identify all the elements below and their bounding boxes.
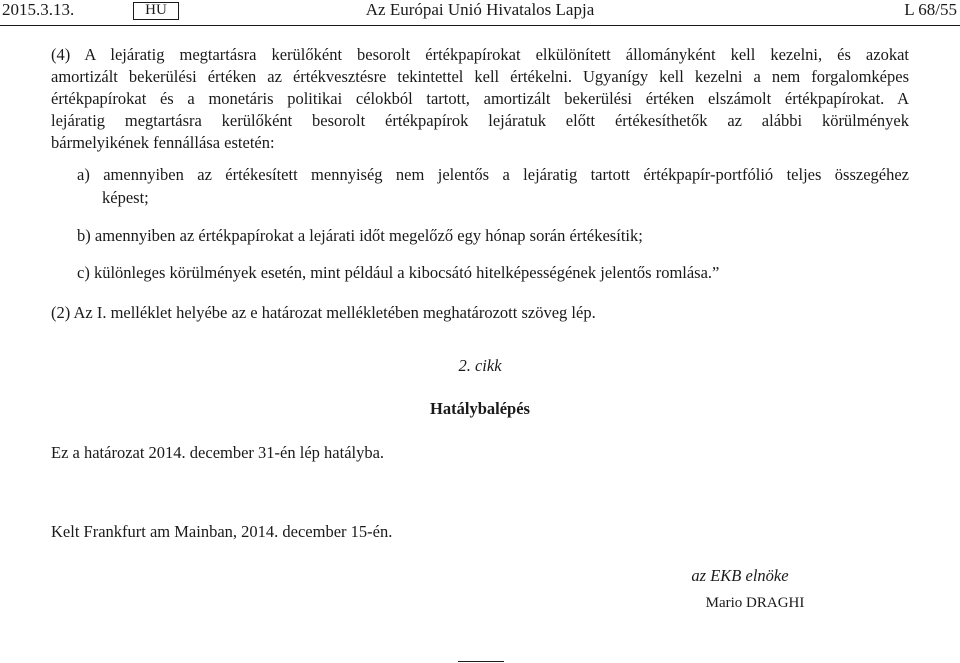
page-header xyxy=(0,0,960,22)
paragraph-4-line: (4) A lejáratig megtartásra kerülőként besorolt értékpapírokat elkülönített állományként kell kezelni, és azokat xyxy=(51,45,909,64)
item-a-line1: a) amennyiben az értékesített mennyiség nem jelentős a lejáratig tartott értékpapír-portfólió teljes összegéhez xyxy=(77,165,909,184)
header-date: 2015.3.13. xyxy=(2,0,75,19)
paragraph-4-line: amortizált bekerülési értéken az értékvesztésre tekintettel kell értékelni. Ugyanígy kell kezelni a nem forgalomképes xyxy=(51,67,909,86)
paragraph-2: (2) Az I. melléklet helyébe az e határozat mellékletében meghatározott szöveg lép. xyxy=(51,303,596,322)
journal-title: Az Európai Unió Hivatalos Lapja xyxy=(365,0,595,19)
signatory-role: az EKB elnöke xyxy=(691,566,789,585)
paragraph-4-line: értékpapírokat és a monetáris politikai célokból tartott, amortizált bekerülési értéken elszámolt értékpapírokat. A xyxy=(51,89,909,108)
footer-rule xyxy=(458,661,504,662)
item-a-line2: képest; xyxy=(102,188,149,207)
item-b: b) amennyiben az értékpapírokat a lejárati időt megelőző egy hónap során értékesítik; xyxy=(77,226,643,245)
article-title: Hatálybalépés xyxy=(430,399,530,418)
paragraph-4 xyxy=(51,44,909,154)
signatory-name: Mario DRAGHI xyxy=(705,595,805,611)
page-number: L 68/55 xyxy=(904,0,957,19)
entry-into-force: Ez a határozat 2014. december 31-én lép hatályba. xyxy=(51,443,385,462)
paragraph-4-line: bármelyikének fennállása estetén: xyxy=(51,133,275,152)
header-rule xyxy=(0,25,960,26)
item-c: c) különleges körülmények esetén, mint például a kibocsátó hitelképességének jelentős romlása.” xyxy=(77,263,720,282)
article-number: 2. cikk xyxy=(458,356,502,375)
language-badge: HU xyxy=(133,2,179,20)
done-at: Kelt Frankfurt am Mainban, 2014. december 15-én. xyxy=(51,522,393,541)
paragraph-4-line: lejáratig megtartásra kerülőként besorolt értékpapírok lejáratuk előtt értékesíthetők az alábbi körülmények xyxy=(51,111,909,130)
